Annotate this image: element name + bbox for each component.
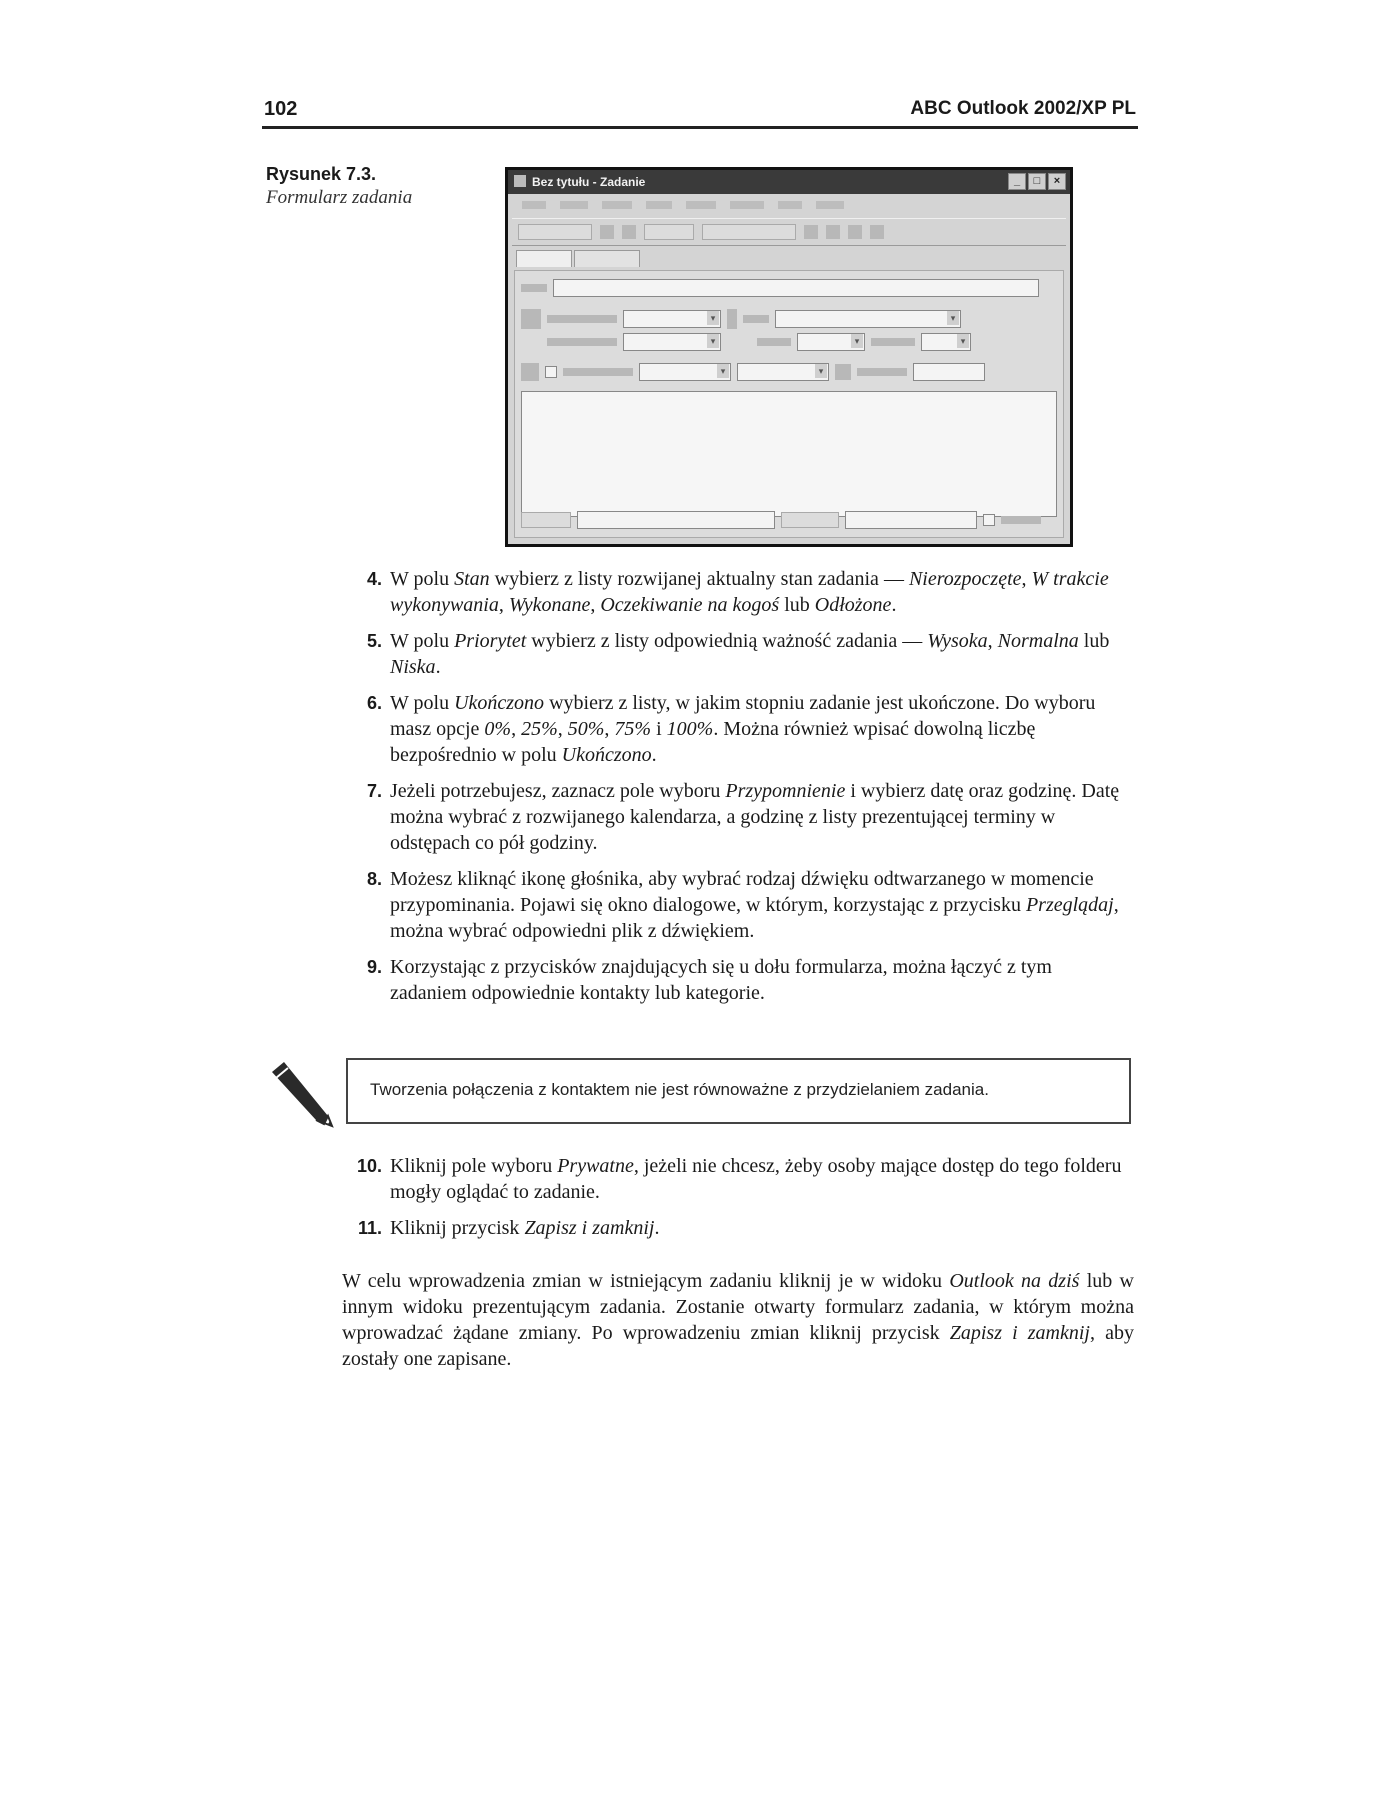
close-icon: × — [1048, 173, 1066, 190]
reminder-time-combo — [737, 363, 829, 381]
speaker-icon — [835, 364, 851, 380]
step-number: 7. — [366, 781, 382, 801]
percent-complete-spinner — [921, 333, 971, 351]
priority-combo — [797, 333, 865, 351]
list-item — [342, 628, 1122, 680]
dates-row-1 — [521, 309, 961, 329]
toolbar-icon — [600, 225, 614, 239]
step-number: 11. — [357, 1218, 382, 1238]
step-number: 10. — [356, 1156, 382, 1176]
book-title: ABC Outlook 2002/XP PL — [910, 98, 1136, 119]
maximize-icon: □ — [1028, 173, 1046, 190]
toolbar-icon — [848, 225, 862, 239]
categories-field — [845, 511, 977, 529]
subject-field — [553, 279, 1039, 297]
window-icon — [514, 175, 526, 187]
step-text: Możesz kliknąć ikonę głośnika, aby wybrać rodzaj dźwięku odtwarzanego w momencie przypominania. Pojawi się okno dialogowe, w którym, korzystając z przycisku Przeglądaj, można wybrać odpowiedni plik z dźwiękiem. — [390, 868, 1119, 942]
window-title: Bez tytułu - Zadanie — [532, 175, 646, 189]
figure-title: Formularz zadania — [266, 187, 413, 208]
reminder-checkbox — [545, 366, 557, 378]
reminder-row — [521, 363, 985, 381]
step-number: 6. — [366, 693, 382, 713]
window-buttons — [1008, 173, 1066, 190]
task-form-screenshot — [505, 167, 1073, 547]
steps-list-a — [342, 566, 1122, 1016]
list-item — [342, 1153, 1122, 1205]
dates-row-2 — [547, 333, 971, 351]
form-toolbar — [512, 218, 1066, 246]
step-number: 8. — [366, 869, 382, 889]
closing-paragraph: W celu wprowadzenia zmian w istniejącym zadaniu kliknij je w widoku Outlook na dziś lub w innym widoku prezentującym zadania. Zostanie otwarty formularz zadania, w którym można wprowadzać żądane zmiany. Po wprowadzeniu zmian kliknij przycisk Zapisz i zamknij, aby zostały one zapisane. — [342, 1270, 1134, 1370]
step-text: W polu Priorytet wybierz z listy odpowiednią ważność zadania — Wysoka, Normalna lub Niska. — [390, 630, 1110, 678]
subject-row — [521, 279, 1039, 297]
form-body — [514, 270, 1064, 538]
page-number: 102 — [264, 98, 298, 120]
status-icon — [727, 309, 737, 329]
steps-list-b — [342, 1153, 1122, 1251]
due-date-combo — [623, 310, 721, 328]
reminder-date-combo — [639, 363, 731, 381]
list-item — [342, 954, 1122, 1006]
task-window — [508, 170, 1070, 544]
menu-bar-blurred — [508, 195, 1070, 215]
bell-icon — [521, 363, 539, 381]
list-item — [342, 690, 1122, 768]
step-number: 4. — [366, 569, 382, 589]
status-combo — [775, 310, 961, 328]
step-text: Kliknij pole wyboru Prywatne, jeżeli nie chcesz, żeby osoby mające dostęp do tego folderu mogły oglądać to zadanie. — [390, 1155, 1122, 1203]
step-number: 9. — [366, 957, 382, 977]
form-bottom-bar — [521, 509, 1057, 531]
pencil-icon — [266, 1058, 336, 1128]
list-item — [342, 1215, 1122, 1241]
task-icon — [521, 309, 541, 329]
save-close-button-shape — [518, 224, 592, 240]
categories-button-shape — [781, 512, 839, 528]
contacts-field — [577, 511, 775, 529]
list-item — [342, 866, 1122, 944]
tab-details — [574, 250, 640, 267]
figure-label: Rysunek 7.3. — [266, 164, 377, 184]
window-titlebar — [508, 170, 1070, 194]
list-item — [342, 778, 1122, 856]
list-item — [342, 566, 1122, 618]
minimize-icon: _ — [1008, 173, 1026, 190]
step-text: Jeżeli potrzebujesz, zaznacz pole wyboru Przypomnienie i wybierz datę oraz godzinę. Datę można wybrać z rozwijanego kalendarza, a godzinę z listy prezentującej terminy w odstępach co pół godziny. — [390, 780, 1120, 854]
note-box: Tworzenia połączenia z kontaktem nie jest równoważne z przydzielaniem zadania. — [346, 1058, 1131, 1124]
step-number: 5. — [366, 631, 382, 651]
notes-area — [521, 391, 1057, 517]
contacts-button-shape — [521, 512, 571, 528]
tab-task — [516, 250, 572, 267]
private-checkbox — [983, 514, 995, 526]
delete-icon — [826, 225, 840, 239]
page-header — [262, 98, 1138, 129]
step-text: Korzystając z przycisków znajdujących się u dołu formularza, można łączyć z tym zadaniem odpowiednie kontakty lub kategorie. — [390, 956, 1052, 1004]
help-icon — [870, 225, 884, 239]
step-text: W polu Stan wybierz z listy rozwijanej aktualny stan zadania — Nierozpoczęte, W trakcie wykonywania, Wykonane, Oczekiwanie na kogoś lub Odłożone. — [390, 568, 1109, 616]
toolbar-icon — [622, 225, 636, 239]
note-block — [266, 1052, 1146, 1132]
step-text: W polu Ukończono wybierz z listy, w jakim stopniu zadanie jest ukończone. Do wyboru masz opcje 0%, 25%, 50%, 75% i 100%. Można również wpisać dowolną liczbę bezpośrednio w polu Ukończono. — [390, 692, 1096, 766]
start-date-combo — [623, 333, 721, 351]
toolbar-icon — [804, 225, 818, 239]
step-text: Kliknij przycisk Zapisz i zamknij. — [390, 1217, 660, 1239]
owner-field — [913, 363, 985, 381]
form-tabs — [516, 250, 640, 267]
